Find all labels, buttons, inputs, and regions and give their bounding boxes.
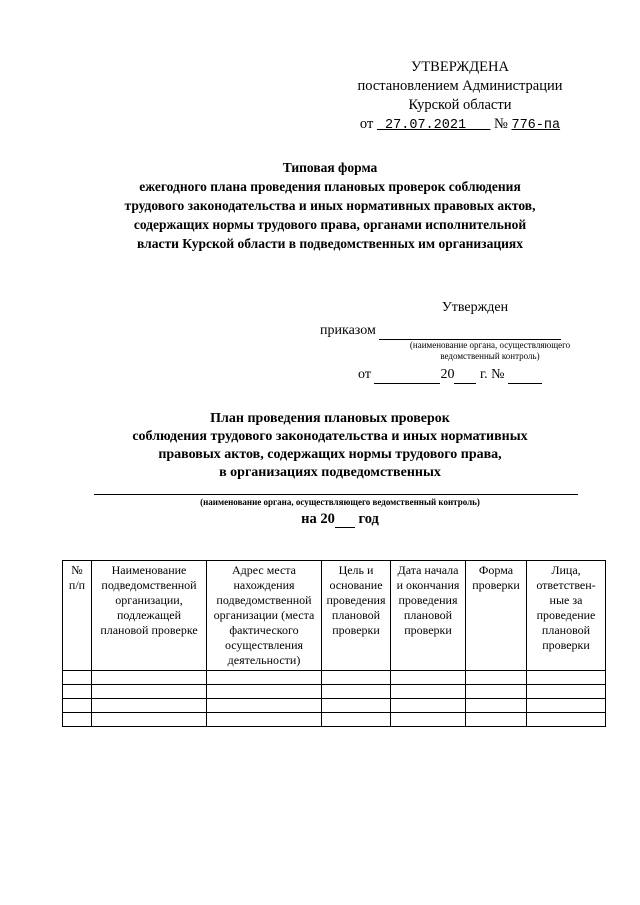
- title-line: Типовая форма: [282, 160, 378, 175]
- title-line: содержащих нормы трудового права, органами исполнительной: [133, 217, 527, 232]
- org-name-blank[interactable]: [94, 494, 578, 495]
- from-label: от: [358, 367, 371, 382]
- document-title: [60, 158, 600, 253]
- approval-date: 27.07.2021: [385, 118, 467, 133]
- year-prefix: на 20: [301, 511, 335, 527]
- approval-region: Курской области: [408, 97, 512, 113]
- plan-year-line: [60, 511, 620, 528]
- col-header-form: Форма проверки: [466, 561, 527, 671]
- col-header-address: Адрес места нахождения подведомственной организации (места фактического осуществления деятельности): [207, 561, 322, 671]
- table-row: [63, 671, 606, 685]
- plan-title-line: правовых актов, содержащих нормы трудового права,: [158, 447, 502, 462]
- date-prefix: от: [359, 116, 374, 132]
- approval-heading: УТВЕРЖДЕНА: [411, 59, 509, 75]
- plan-title-line: План проведения плановых проверок: [210, 411, 450, 426]
- plan-title-line: соблюдения трудового законодательства и иных нормативных: [132, 429, 528, 444]
- col-header-organization: Наименование подведомственной организации, подлежащей плановой проверке: [92, 561, 207, 671]
- approval-issuer: постановлением Администрации: [357, 78, 563, 94]
- approval-stamp: [330, 58, 590, 135]
- order-label: приказом: [320, 323, 376, 338]
- approval-date-number: [330, 115, 590, 135]
- table-row: [63, 699, 606, 713]
- col-header-responsible: Лица, ответствен-ные за проведение плановой проверки: [527, 561, 606, 671]
- plan-title-line: в организациях подведомственных: [219, 465, 441, 480]
- approved-by-order-block: [320, 298, 590, 384]
- year-suffix: год: [358, 511, 379, 527]
- approval-number: 776-па: [511, 118, 561, 133]
- year-number-label: г. №: [479, 367, 505, 382]
- plan-year-blank[interactable]: [335, 513, 355, 528]
- title-line: трудового законодательства и иных нормативных правовых актов,: [124, 198, 536, 213]
- order-date-line: [320, 365, 590, 384]
- year-blank[interactable]: [454, 369, 476, 384]
- col-header-dates: Дата начала и окончания проведения плановой проверки: [391, 561, 466, 671]
- table-header-row: [63, 561, 606, 671]
- title-line: власти Курской области в подведомственных им организациях: [137, 236, 523, 251]
- order-line: [320, 321, 590, 340]
- col-header-purpose: Цель и основание проведения плановой проверки: [322, 561, 391, 671]
- order-blank[interactable]: [379, 325, 561, 340]
- order-number-blank[interactable]: [508, 369, 542, 384]
- table-row: [63, 713, 606, 727]
- title-line: ежегодного плана проведения плановых проверок соблюдения: [139, 179, 521, 194]
- number-prefix: №: [494, 116, 508, 132]
- table-row: [63, 685, 606, 699]
- inspection-plan-table: [62, 560, 606, 727]
- date-blank[interactable]: [374, 369, 440, 384]
- col-header-number: № п/п: [63, 561, 92, 671]
- century-label: 20: [440, 367, 455, 382]
- plan-title: [60, 410, 600, 482]
- order-note: (наименование органа, осуществляющего ведомственный контроль): [409, 340, 571, 361]
- approved-heading: Утвержден: [441, 300, 509, 315]
- org-caption: (наименование органа, осуществляющего ведомственный контроль): [200, 497, 480, 507]
